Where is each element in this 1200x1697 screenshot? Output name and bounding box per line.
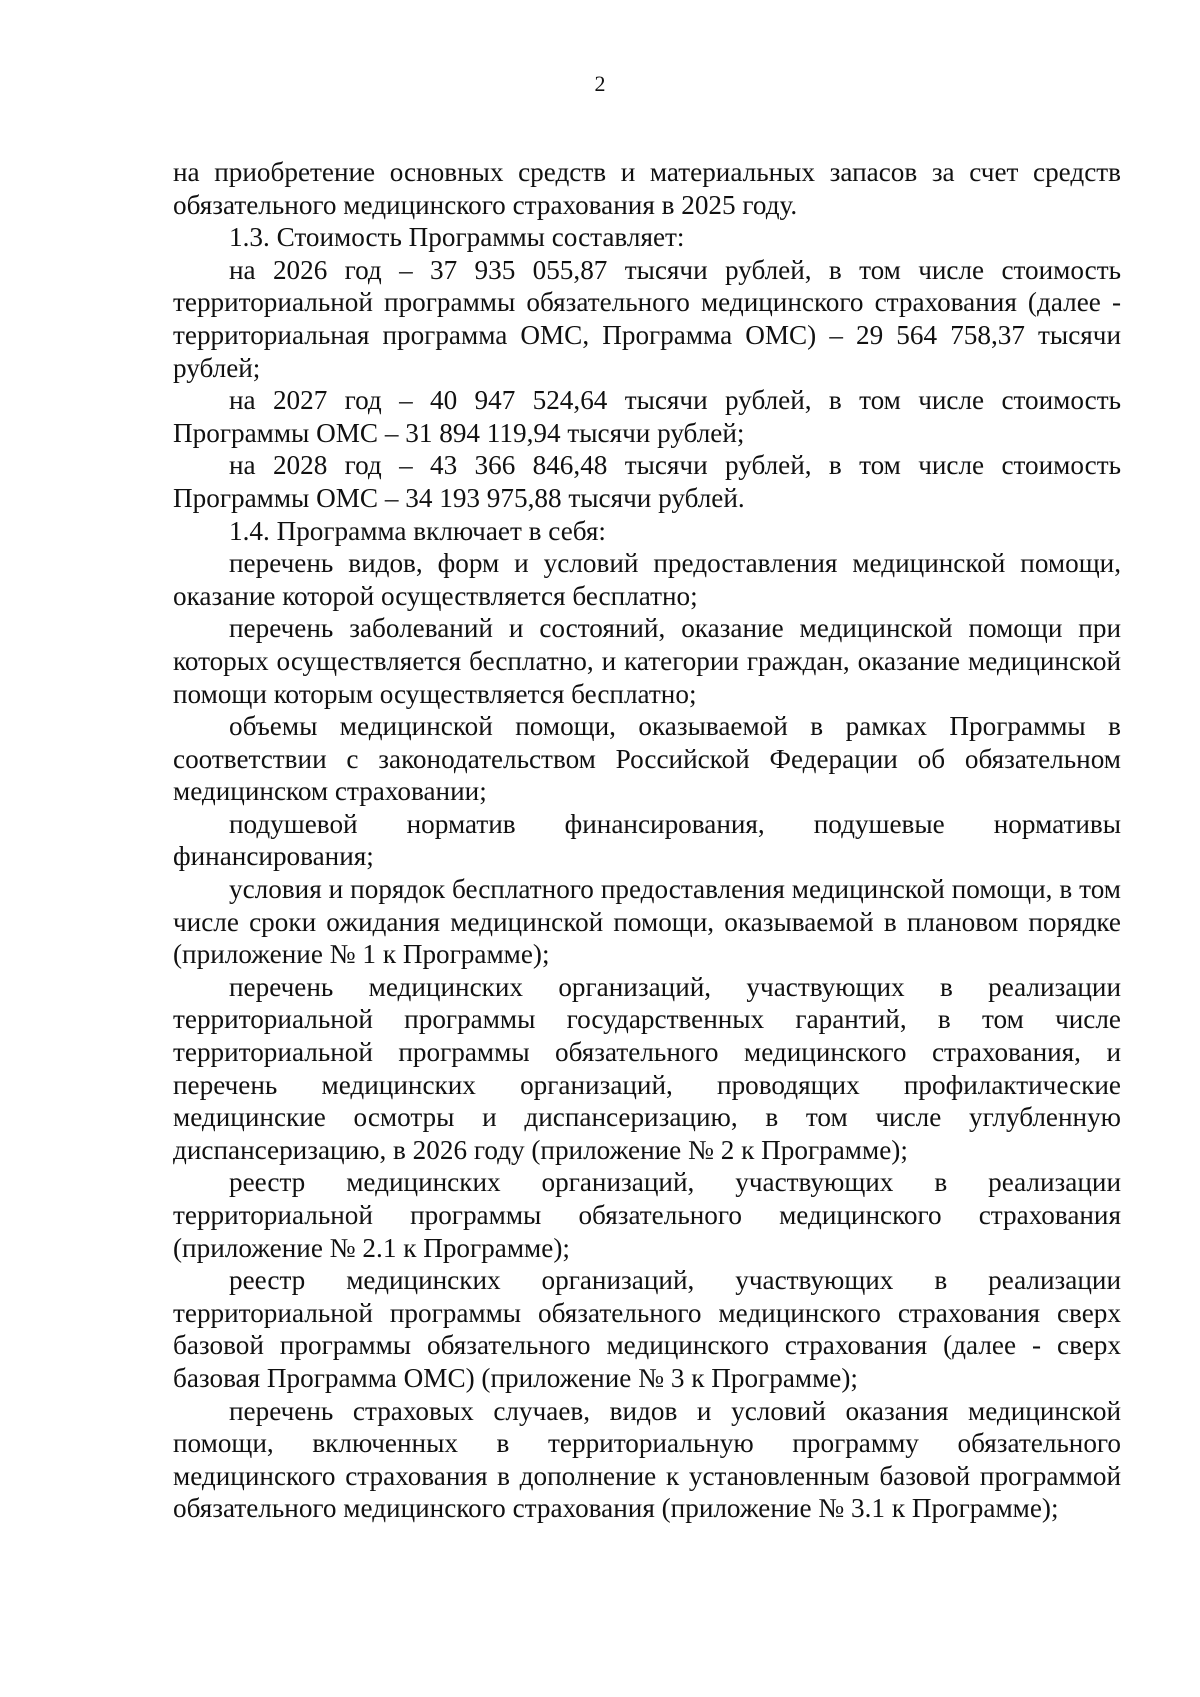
section-1-3-heading: 1.3. Стоимость Программы составляет: xyxy=(229,222,685,253)
paragraph-continuation: на приобретение основных средств и материальных запасов за счет средств обязательного медицинского страхования в 2025 году. xyxy=(173,157,1121,220)
list-item-volumes: объемы медицинской помощи, оказываемой в рамках Программы в соответствии с законодательством Российской Федерации об обязательном медицинском страховании; xyxy=(173,711,1121,807)
cost-2028-paragraph: на 2028 год – 43 366 846,48 тысячи рублей, в том числе стоимость Программы ОМС – 34 193 975,88 тысячи рублей. xyxy=(173,450,1121,513)
cost-2027-paragraph: на 2027 год – 40 947 524,64 тысячи рублей, в том числе стоимость Программы ОМС – 31 894 119,94 тысячи рублей; xyxy=(173,385,1121,448)
list-item-registry-oms: реестр медицинских организаций, участвующих в реализации территориальной программы обязательного медицинского страхования (приложение № 2.1 к Программе); xyxy=(173,1167,1121,1263)
list-item-diseases: перечень заболеваний и состояний, оказание медицинской помощи при которых осуществляется бесплатно, и категории граждан, оказание медицинской помощи которым осуществляется бесплатно; xyxy=(173,613,1121,709)
list-item-types-forms: перечень видов, форм и условий предоставления медицинской помощи, оказание которой осуществляется бесплатно; xyxy=(173,548,1121,611)
list-item-registry-above-base: реестр медицинских организаций, участвующих в реализации территориальной программы обязательного медицинского страхования сверх базовой программы обязательного медицинского страхования (далее - сверх базовая Программа ОМС) (приложение № 3 к Программе); xyxy=(173,1265,1121,1393)
cost-2026-paragraph: на 2026 год – 37 935 055,87 тысячи рублей, в том числе стоимость территориальной программы обязательного медицинского страхования (далее - территориальная программа ОМС, Программа ОМС) – 29 564 758,37 тысячи рублей; xyxy=(173,254,1121,383)
document-body xyxy=(173,156,1121,1525)
list-item-insured-events: перечень страховых случаев, видов и условий оказания медицинской помощи, включенных в территориальную программу обязательного медицинского страхования в дополнение к установленным базовой программой обязательного медицинского страхования (приложение № 3.1 к Программе); xyxy=(173,1395,1121,1524)
section-1-4-heading: 1.4. Программа включает в себя: xyxy=(229,515,606,546)
list-item-per-capita: подушевой норматив финансирования, подушевые нормативы финансирования; xyxy=(173,808,1121,872)
list-item-conditions: условия и порядок бесплатного предоставления медицинской помощи, в том числе сроки ожидания медицинской помощи, оказываемой в плановом порядке (приложение № 1 к Программе); xyxy=(173,874,1121,970)
list-item-organizations: перечень медицинских организаций, участвующих в реализации территориальной программы государственных гарантий, в том числе территориальной программы обязательного медицинского страхования, и перечень медицинских организаций, проводящих профилактические медицинские осмотры и диспансеризацию, в том числе углубленную диспансеризацию, в 2026 году (приложение № 2 к Программе); xyxy=(173,971,1121,1165)
page-number: 2 xyxy=(594,71,606,96)
